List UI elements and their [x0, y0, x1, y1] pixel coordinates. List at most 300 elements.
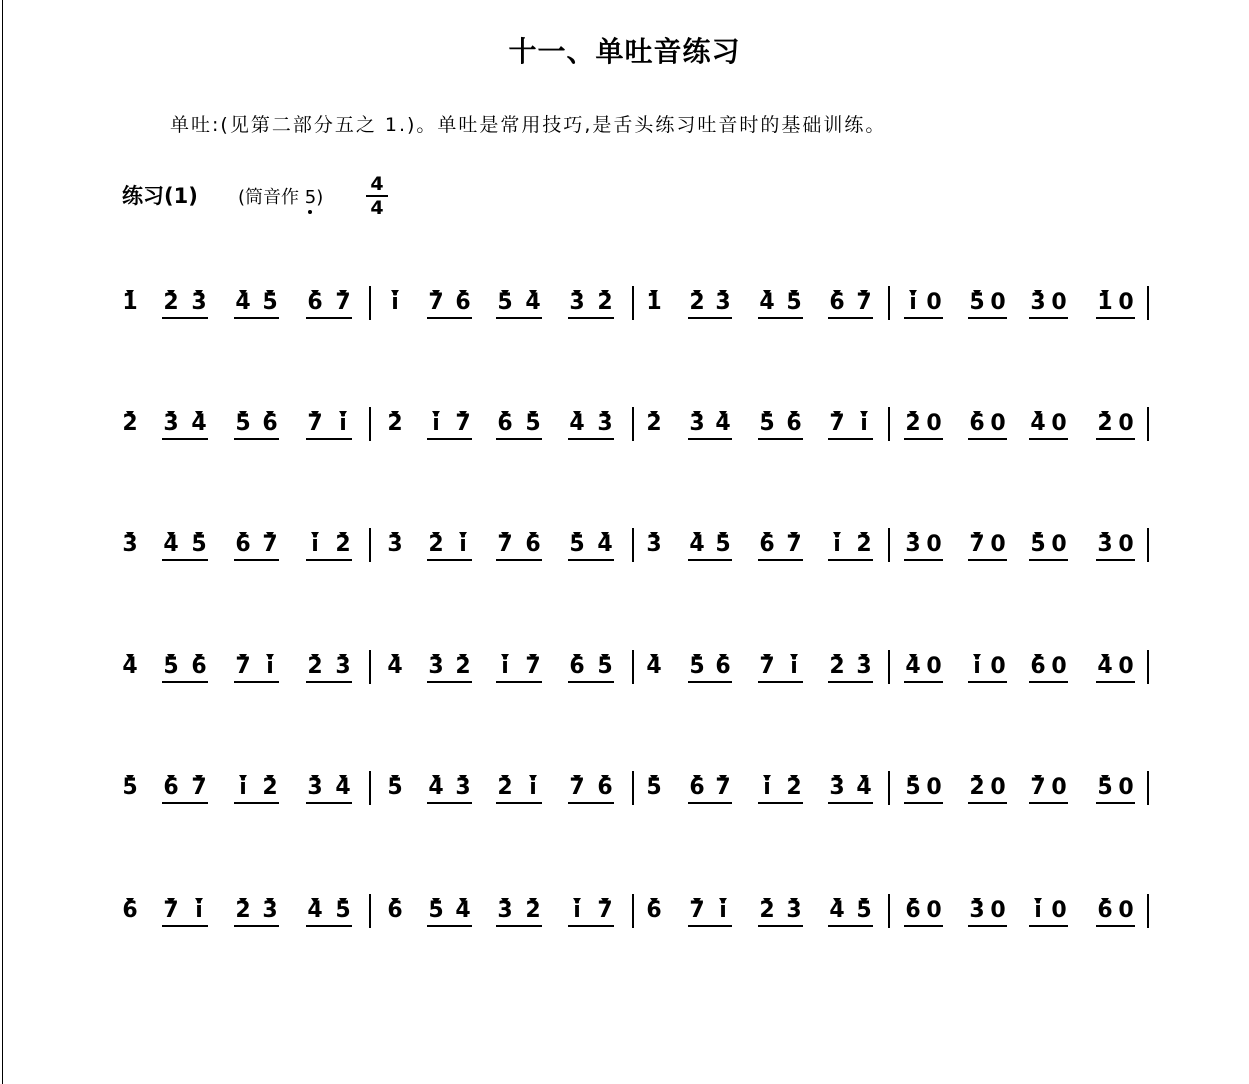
tonguing-mark — [529, 411, 537, 417]
eighth-beam — [234, 559, 279, 561]
tonguing-mark — [432, 654, 440, 660]
eighth-beam — [496, 438, 542, 440]
tonguing-mark — [126, 532, 134, 538]
tonguing-mark — [833, 775, 841, 781]
tonguing-mark — [973, 654, 981, 660]
eighth-beam — [162, 317, 208, 319]
tonguing-mark — [719, 898, 727, 904]
eighth-beam — [828, 317, 873, 319]
tonguing-mark — [195, 775, 203, 781]
barline — [369, 771, 371, 805]
note: 3 — [856, 654, 872, 679]
barline — [888, 771, 890, 805]
note: 4 — [122, 654, 138, 679]
eighth-beam — [427, 438, 472, 440]
tonguing-mark — [1101, 654, 1109, 660]
eighth-beam — [496, 802, 542, 804]
tonguing-mark — [339, 411, 347, 417]
rest: 0 — [1118, 532, 1134, 557]
note: 5 — [525, 411, 541, 436]
note: 3 — [497, 898, 513, 923]
rest: 0 — [990, 290, 1006, 315]
note: 6 — [497, 411, 513, 436]
tonguing-mark — [833, 898, 841, 904]
eighth-beam — [427, 802, 472, 804]
score-line-4 — [0, 632, 1249, 692]
barline — [369, 528, 371, 562]
barline — [1147, 771, 1149, 805]
barline — [632, 286, 634, 320]
note: 7 — [829, 411, 845, 436]
rest: 0 — [1051, 532, 1067, 557]
note: 5 — [597, 654, 613, 679]
tonguing-mark — [266, 654, 274, 660]
tonguing-mark — [833, 654, 841, 660]
note: 5 — [689, 654, 705, 679]
tonguing-mark — [432, 898, 440, 904]
tonguing-mark — [833, 532, 841, 538]
note: 4 — [689, 532, 705, 557]
eighth-beam — [568, 925, 614, 927]
eighth-beam — [162, 925, 208, 927]
note: 3 — [262, 898, 278, 923]
eighth-beam — [306, 317, 352, 319]
tonguing-mark — [860, 532, 868, 538]
eighth-beam — [234, 925, 279, 927]
eighth-beam — [1029, 559, 1068, 561]
tonguing-mark — [601, 775, 609, 781]
tonguing-mark — [601, 290, 609, 296]
tonguing-mark — [501, 411, 509, 417]
rest: 0 — [926, 898, 942, 923]
tonguing-mark — [339, 532, 347, 538]
eighth-beam — [1029, 802, 1068, 804]
note: 2 — [428, 532, 444, 557]
tonguing-mark — [311, 411, 319, 417]
tonguing-mark — [909, 898, 917, 904]
tonguing-mark — [167, 775, 175, 781]
note: 7 — [1030, 775, 1046, 800]
tonguing-mark — [650, 775, 658, 781]
tonguing-mark — [833, 411, 841, 417]
note: 5 — [387, 775, 403, 800]
rest: 0 — [926, 290, 942, 315]
tonguing-mark — [573, 898, 581, 904]
tonguing-mark — [719, 775, 727, 781]
tonguing-mark — [860, 290, 868, 296]
note: i — [1034, 898, 1042, 923]
exercise-tuning-note — [238, 183, 323, 209]
tonguing-mark — [459, 532, 467, 538]
rest: 0 — [1051, 775, 1067, 800]
note: i — [860, 411, 868, 436]
tuning-note-digit: 5 — [304, 187, 317, 208]
barline — [632, 894, 634, 928]
tonguing-mark — [167, 898, 175, 904]
note: 5 — [715, 532, 731, 557]
note: 4 — [829, 898, 845, 923]
tonguing-mark — [601, 532, 609, 538]
tonguing-mark — [650, 532, 658, 538]
tonguing-mark — [459, 411, 467, 417]
note: 2 — [1097, 411, 1113, 436]
note: 4 — [525, 290, 541, 315]
tonguing-mark — [1034, 290, 1042, 296]
note: 4 — [759, 290, 775, 315]
tonguing-mark — [432, 290, 440, 296]
tonguing-mark — [650, 411, 658, 417]
note: 3 — [122, 532, 138, 557]
note: 4 — [335, 775, 351, 800]
tonguing-mark — [833, 290, 841, 296]
exercise-label: 练习(1) — [122, 184, 198, 208]
note: 3 — [715, 290, 731, 315]
note: 4 — [428, 775, 444, 800]
note: i — [239, 775, 247, 800]
tonguing-mark — [860, 898, 868, 904]
note: 7 — [262, 532, 278, 557]
eighth-beam — [758, 681, 803, 683]
note: 4 — [387, 654, 403, 679]
tonguing-mark — [126, 290, 134, 296]
tonguing-mark — [432, 532, 440, 538]
barline — [369, 894, 371, 928]
tonguing-mark — [763, 775, 771, 781]
eighth-beam — [427, 681, 472, 683]
note: i — [573, 898, 581, 923]
tonguing-mark — [1101, 290, 1109, 296]
note: 2 — [597, 290, 613, 315]
barline — [369, 407, 371, 441]
eighth-beam — [496, 681, 542, 683]
note: 7 — [428, 290, 444, 315]
barline — [632, 407, 634, 441]
barline — [369, 650, 371, 684]
eighth-beam — [1096, 681, 1135, 683]
note: 6 — [122, 898, 138, 923]
eighth-beam — [904, 317, 943, 319]
tonguing-mark — [601, 411, 609, 417]
tonguing-mark — [1101, 411, 1109, 417]
eighth-beam — [968, 317, 1007, 319]
tonguing-mark — [763, 532, 771, 538]
tonguing-mark — [501, 532, 509, 538]
note: 5 — [646, 775, 662, 800]
eighth-beam — [1096, 925, 1135, 927]
tonguing-mark — [266, 532, 274, 538]
eighth-beam — [306, 681, 352, 683]
eighth-beam — [828, 438, 873, 440]
tonguing-mark — [693, 898, 701, 904]
tonguing-mark — [195, 898, 203, 904]
tonguing-mark — [167, 411, 175, 417]
note: 7 — [689, 898, 705, 923]
tonguing-mark — [126, 775, 134, 781]
eighth-beam — [688, 681, 732, 683]
note: 3 — [689, 411, 705, 436]
eighth-beam — [904, 802, 943, 804]
eighth-beam — [427, 925, 472, 927]
note: 6 — [715, 654, 731, 679]
note: 6 — [1097, 898, 1113, 923]
tonguing-mark — [790, 654, 798, 660]
tonguing-mark — [167, 654, 175, 660]
tonguing-mark — [790, 898, 798, 904]
note: 4 — [715, 411, 731, 436]
rest: 0 — [1118, 290, 1134, 315]
note: 5 — [497, 290, 513, 315]
note: i — [391, 290, 399, 315]
note: i — [973, 654, 981, 679]
note: 4 — [1097, 654, 1113, 679]
tonguing-mark — [1101, 898, 1109, 904]
eighth-beam — [162, 559, 208, 561]
tonguing-mark — [763, 898, 771, 904]
tonguing-mark — [459, 775, 467, 781]
tonguing-mark — [339, 290, 347, 296]
tonguing-mark — [650, 898, 658, 904]
note: 4 — [163, 532, 179, 557]
tonguing-mark — [973, 411, 981, 417]
note: 6 — [307, 290, 323, 315]
tonguing-mark — [195, 654, 203, 660]
note: 4 — [905, 654, 921, 679]
eighth-beam — [968, 681, 1007, 683]
barline — [369, 286, 371, 320]
eighth-beam — [1096, 559, 1135, 561]
note: 2 — [455, 654, 471, 679]
tonguing-mark — [339, 898, 347, 904]
tonguing-mark — [311, 775, 319, 781]
barline — [632, 650, 634, 684]
eighth-beam — [1029, 681, 1068, 683]
eighth-beam — [688, 802, 732, 804]
note: 5 — [163, 654, 179, 679]
eighth-beam — [1096, 317, 1135, 319]
eighth-beam — [568, 559, 614, 561]
eighth-beam — [568, 438, 614, 440]
time-signature-top: 4 — [366, 173, 388, 197]
tonguing-mark — [573, 290, 581, 296]
note: 4 — [1030, 411, 1046, 436]
tonguing-mark — [973, 290, 981, 296]
tonguing-mark — [860, 411, 868, 417]
eighth-beam — [688, 559, 732, 561]
note: 6 — [525, 532, 541, 557]
eighth-beam — [904, 438, 943, 440]
tonguing-mark — [239, 775, 247, 781]
tonguing-mark — [311, 532, 319, 538]
note: 2 — [335, 532, 351, 557]
tonguing-mark — [790, 290, 798, 296]
tonguing-mark — [459, 654, 467, 660]
tonguing-mark — [126, 654, 134, 660]
eighth-beam — [688, 317, 732, 319]
note: 6 — [969, 411, 985, 436]
tonguing-mark — [763, 411, 771, 417]
tonguing-mark — [529, 898, 537, 904]
tonguing-mark — [501, 898, 509, 904]
note: 6 — [646, 898, 662, 923]
note: 6 — [829, 290, 845, 315]
tonguing-mark — [459, 898, 467, 904]
note: 3 — [829, 775, 845, 800]
tonguing-mark — [311, 898, 319, 904]
tonguing-mark — [239, 898, 247, 904]
tonguing-mark — [1034, 898, 1042, 904]
eighth-beam — [306, 925, 352, 927]
tonguing-mark — [529, 532, 537, 538]
rest: 0 — [1051, 290, 1067, 315]
eighth-beam — [828, 802, 873, 804]
time-signature — [366, 173, 388, 219]
barline — [1147, 894, 1149, 928]
eighth-beam — [968, 438, 1007, 440]
rest: 0 — [1118, 898, 1134, 923]
note: 7 — [455, 411, 471, 436]
note: 6 — [455, 290, 471, 315]
note: i — [833, 532, 841, 557]
note: 2 — [525, 898, 541, 923]
rest: 0 — [990, 654, 1006, 679]
tonguing-mark — [601, 898, 609, 904]
barline — [632, 771, 634, 805]
eighth-beam — [496, 317, 542, 319]
note: 2 — [829, 654, 845, 679]
rest: 0 — [1051, 654, 1067, 679]
note: 2 — [905, 411, 921, 436]
note: 4 — [569, 411, 585, 436]
barline — [1147, 286, 1149, 320]
tonguing-mark — [339, 654, 347, 660]
tonguing-mark — [909, 654, 917, 660]
tonguing-mark — [719, 654, 727, 660]
note: i — [790, 654, 798, 679]
tonguing-mark — [266, 290, 274, 296]
note: 2 — [163, 290, 179, 315]
tonguing-mark — [195, 532, 203, 538]
note: 7 — [335, 290, 351, 315]
note: 6 — [1030, 654, 1046, 679]
tonguing-mark — [529, 290, 537, 296]
eighth-beam — [568, 317, 614, 319]
tonguing-mark — [239, 532, 247, 538]
eighth-beam — [968, 802, 1007, 804]
eighth-beam — [306, 802, 352, 804]
eighth-beam — [758, 317, 803, 319]
note: i — [266, 654, 274, 679]
note: 6 — [569, 654, 585, 679]
eighth-beam — [904, 925, 943, 927]
tonguing-mark — [239, 290, 247, 296]
page-title: 十一、单吐音练习 — [508, 35, 741, 68]
tonguing-mark — [860, 775, 868, 781]
note: i — [311, 532, 319, 557]
tonguing-mark — [501, 775, 509, 781]
tonguing-mark — [909, 290, 917, 296]
tonguing-mark — [909, 775, 917, 781]
note: 5 — [428, 898, 444, 923]
note: 5 — [786, 290, 802, 315]
note: 3 — [335, 654, 351, 679]
note: 1 — [1097, 290, 1113, 315]
tonguing-mark — [432, 775, 440, 781]
tonguing-mark — [790, 532, 798, 538]
tonguing-mark — [693, 411, 701, 417]
note: 7 — [715, 775, 731, 800]
tonguing-mark — [266, 898, 274, 904]
barline — [888, 407, 890, 441]
tonguing-mark — [573, 411, 581, 417]
barline — [632, 528, 634, 562]
tonguing-mark — [501, 654, 509, 660]
note: 2 — [759, 898, 775, 923]
note: 5 — [1030, 532, 1046, 557]
tonguing-mark — [1101, 532, 1109, 538]
note: 5 — [905, 775, 921, 800]
eighth-beam — [234, 438, 279, 440]
tonguing-mark — [693, 532, 701, 538]
note: 6 — [689, 775, 705, 800]
eighth-beam — [234, 681, 279, 683]
note: 3 — [428, 654, 444, 679]
eighth-beam — [758, 802, 803, 804]
note: i — [763, 775, 771, 800]
note: 2 — [235, 898, 251, 923]
rest: 0 — [1051, 411, 1067, 436]
note: 3 — [387, 532, 403, 557]
tonguing-mark — [650, 654, 658, 660]
tonguing-mark — [239, 654, 247, 660]
rest: 0 — [990, 411, 1006, 436]
tonguing-mark — [239, 411, 247, 417]
note: i — [909, 290, 917, 315]
note: 6 — [905, 898, 921, 923]
tonguing-mark — [126, 898, 134, 904]
tonguing-mark — [195, 290, 203, 296]
note: 2 — [646, 411, 662, 436]
note: 6 — [191, 654, 207, 679]
tuning-note-suffix: ) — [316, 187, 324, 208]
tonguing-mark — [391, 532, 399, 538]
note: 3 — [163, 411, 179, 436]
tonguing-mark — [1034, 775, 1042, 781]
tonguing-mark — [909, 532, 917, 538]
tonguing-mark — [529, 775, 537, 781]
tonguing-mark — [973, 775, 981, 781]
eighth-beam — [1029, 438, 1068, 440]
note: 3 — [307, 775, 323, 800]
tonguing-mark — [1034, 411, 1042, 417]
note: i — [195, 898, 203, 923]
tonguing-mark — [391, 898, 399, 904]
score-line-5 — [0, 753, 1249, 813]
note: 2 — [969, 775, 985, 800]
note: 6 — [597, 775, 613, 800]
tonguing-mark — [973, 532, 981, 538]
note: 5 — [1097, 775, 1113, 800]
eighth-beam — [904, 681, 943, 683]
note: 7 — [307, 411, 323, 436]
tonguing-mark — [573, 532, 581, 538]
barline — [888, 894, 890, 928]
note: 7 — [856, 290, 872, 315]
note: 4 — [191, 411, 207, 436]
eighth-beam — [568, 681, 614, 683]
note: i — [529, 775, 537, 800]
note: 2 — [856, 532, 872, 557]
tonguing-mark — [763, 290, 771, 296]
